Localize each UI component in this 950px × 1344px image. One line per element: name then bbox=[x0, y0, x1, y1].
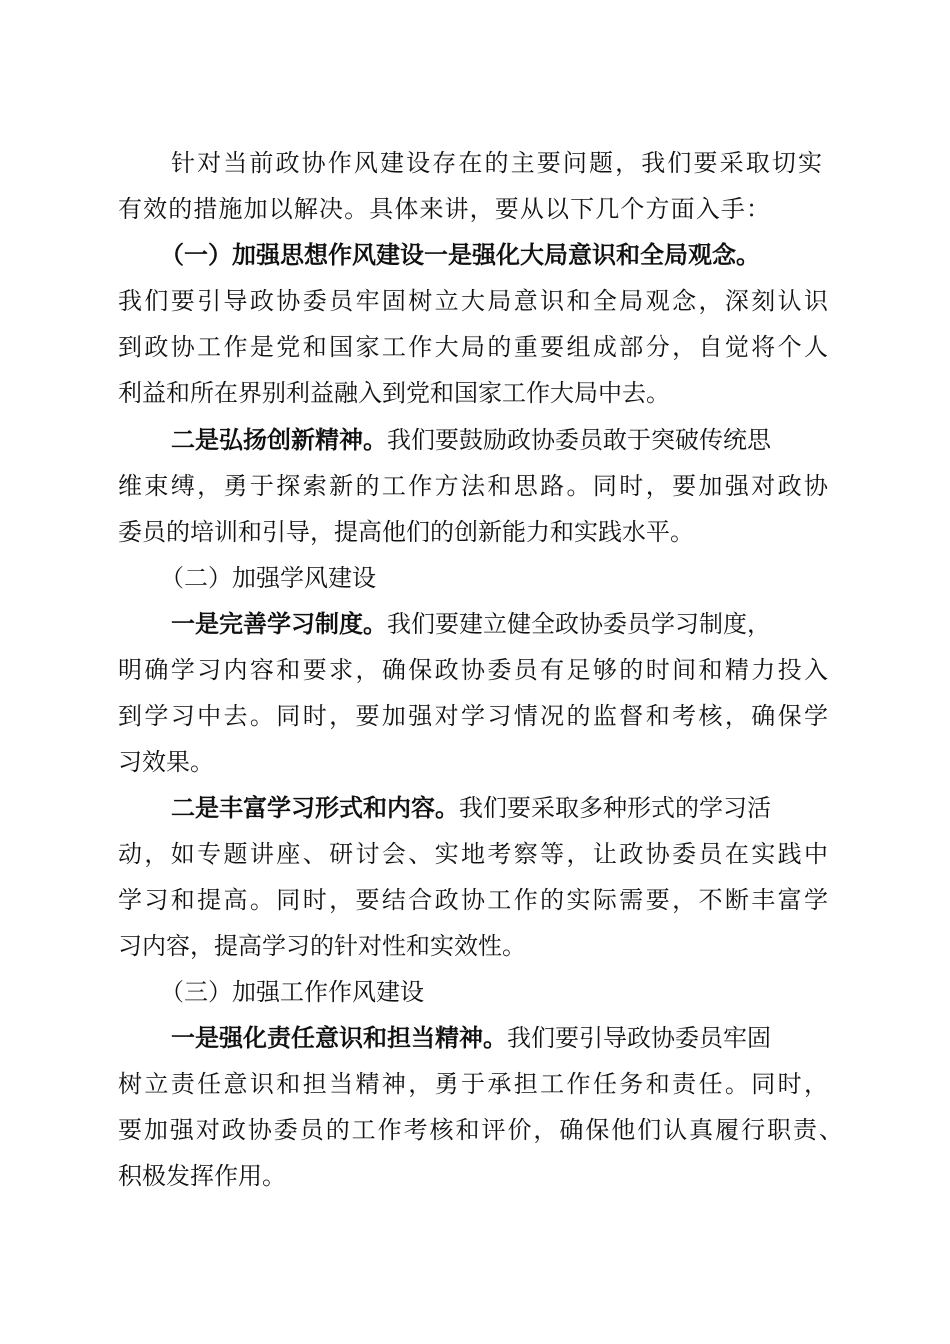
point-text: 我们要采取多种形式的学习活 bbox=[459, 794, 771, 822]
point-lead: 二是丰富学习形式和内容。 bbox=[171, 793, 459, 822]
point-text: 我们要引导政协委员牢固 bbox=[507, 1024, 771, 1052]
paragraph-line: 习内容，提高学习的针对性和实效性。 bbox=[118, 932, 526, 960]
paragraph-line: 到学习中去。同时，要加强对学习情况的监督和考核，确保学 bbox=[118, 702, 828, 730]
paragraph-line: 我们要引导政协委员牢固树立大局意识和全局观念，深刻认识 bbox=[118, 287, 828, 315]
paragraph-line: 利益和所在界别利益融入到党和国家工作大局中去。 bbox=[118, 379, 670, 407]
section-heading-line bbox=[160, 240, 830, 270]
paragraph-line: 委员的培训和引导，提高他们的创新能力和实践水平。 bbox=[118, 518, 694, 546]
point-first-line bbox=[171, 1023, 822, 1053]
paragraph-line: 学习和提高。同时，要结合政协工作的实际需要，不断丰富学 bbox=[118, 886, 828, 914]
paragraph-line: 动，如专题讲座、研讨会、实地考察等，让政协委员在实践中 bbox=[118, 840, 828, 868]
point-lead: 一是强化责任意识和担当精神。 bbox=[171, 1023, 507, 1052]
point-first-line bbox=[171, 793, 822, 823]
point-text: 我们要鼓励政协委员敢于突破传统思 bbox=[387, 426, 771, 454]
point-lead: 二是弘扬创新精神。 bbox=[171, 425, 387, 454]
point-first-line bbox=[171, 609, 822, 639]
paragraph-line: 有效的措施加以解决。具体来讲，要从以下几个方面入手： bbox=[118, 195, 770, 223]
paragraph-line: 维束缚，勇于探索新的工作方法和思路。同时，要加强对政协 bbox=[118, 472, 828, 500]
paragraph-line: 要加强对政协委员的工作考核和评价，确保他们认真履行职责、 bbox=[118, 1116, 843, 1144]
point-lead: 一是强化大局意识和全局观念。 bbox=[424, 240, 760, 269]
paragraph-line: 明确学习内容和要求，确保政协委员有足够的时间和精力投入 bbox=[118, 656, 828, 684]
paragraph-line: 习效果。 bbox=[118, 748, 214, 776]
paragraph-line: 针对当前政协作风建设存在的主要问题，我们要采取切实 bbox=[171, 149, 822, 177]
paragraph-line: 到政协工作是党和国家工作大局的重要组成部分，自觉将个人 bbox=[118, 333, 828, 361]
section-heading: （一）加强思想作风建设 bbox=[160, 240, 424, 269]
point-first-line bbox=[171, 425, 822, 455]
paragraph-line: 树立责任意识和担当精神，勇于承担工作任务和责任。同时， bbox=[118, 1070, 828, 1098]
section-heading: （二）加强学风建设 bbox=[160, 564, 376, 592]
paragraph-line: 积极发挥作用。 bbox=[118, 1162, 286, 1190]
point-text: 我们要建立健全政协委员学习制度， bbox=[387, 610, 771, 638]
point-lead: 一是完善学习制度。 bbox=[171, 609, 387, 638]
section-heading: （三）加强工作作风建设 bbox=[160, 978, 424, 1006]
